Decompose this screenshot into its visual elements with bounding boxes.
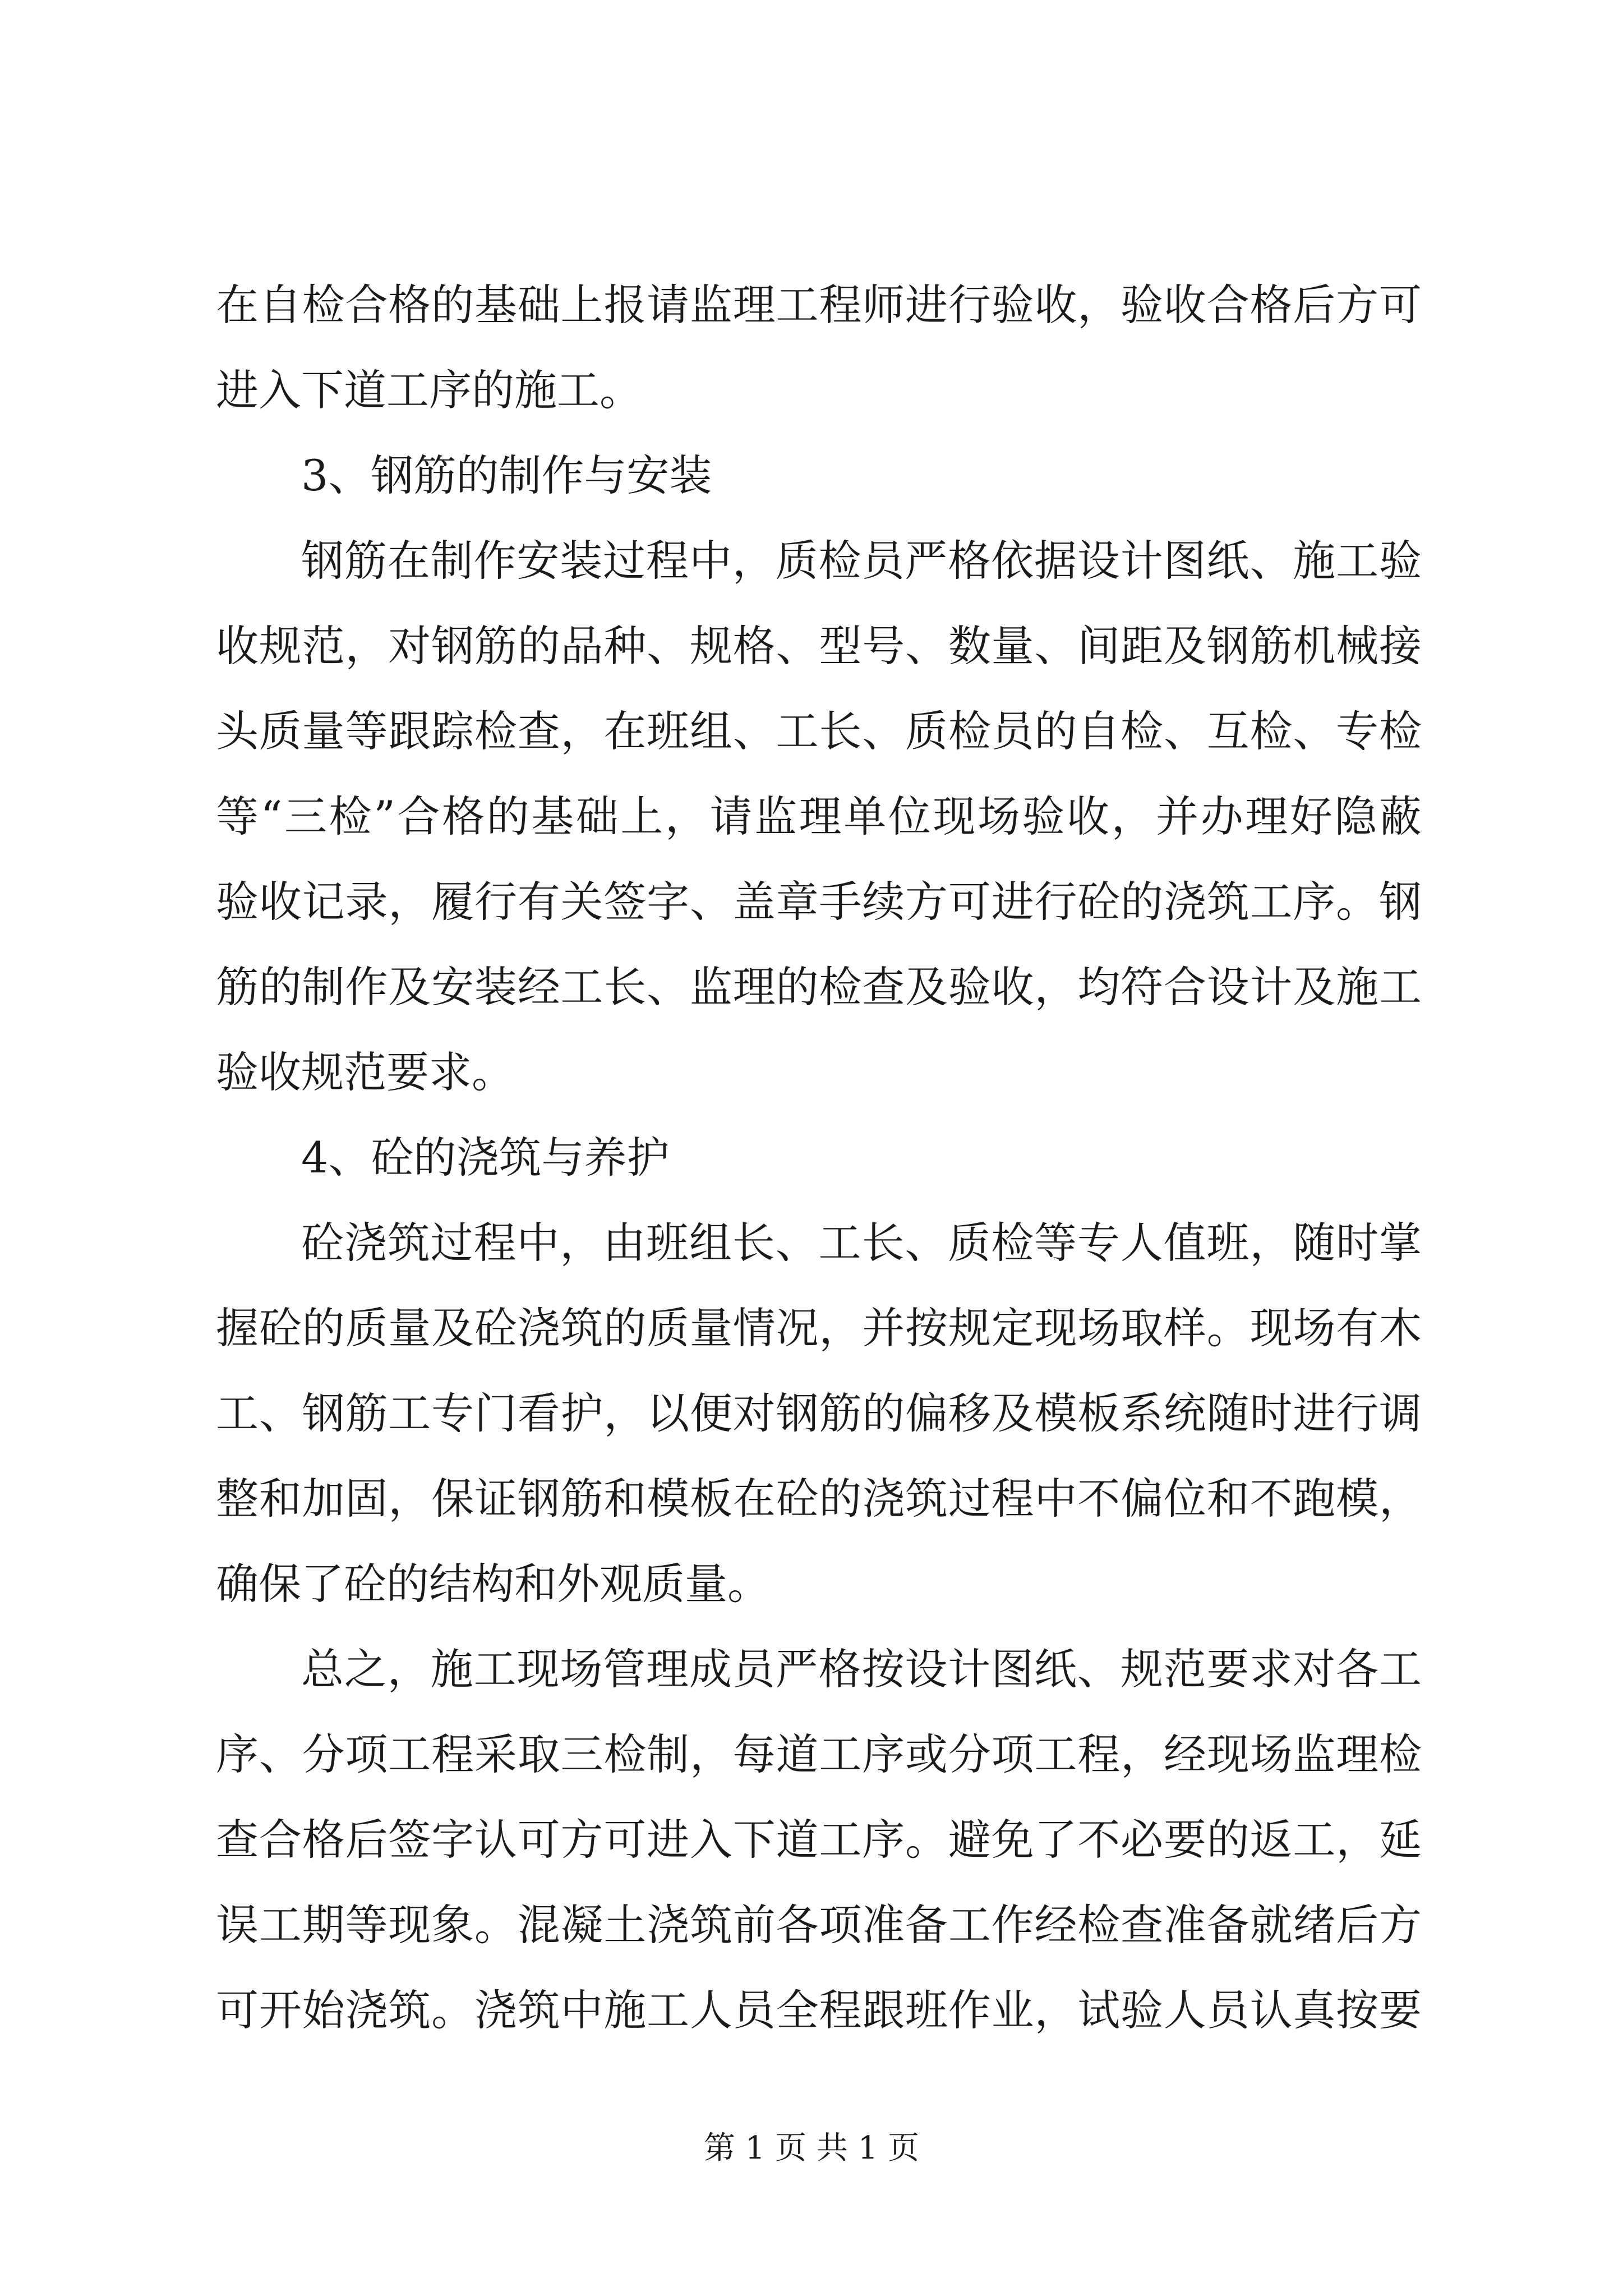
text-line: 收规范，对钢筋的品种、规格、型号、数量、间距及钢筋机械接 — [216, 621, 1422, 671]
text-line: 确保了砼的结构和外观质量。 — [216, 1559, 770, 1609]
text-line: 筋的制作及安装经工长、监理的检查及验收，均符合设计及施工 — [216, 962, 1422, 1012]
text-line: 查合格后签字认可方可进入下道工序。避免了不必要的返工，延 — [216, 1815, 1422, 1865]
document-body — [216, 263, 1422, 2053]
text-line: 整和加固，保证钢筋和模板在砼的浇筑过程中不偏位和不跑模， — [216, 1474, 1422, 1524]
text-line: 在自检合格的基础上报请监理工程师进行验收，验收合格后方可 — [216, 280, 1422, 330]
page-footer: 第 1 页 共 1 页 — [703, 2130, 920, 2166]
text-line: 等“三检”合格的基础上，请监理单位现场验收，并办理好隐蔽 — [216, 792, 1422, 841]
text-line: 序、分项工程采取三检制，每道工序或分项工程，经现场监理检 — [216, 1729, 1422, 1779]
text-line: 验收规范要求。 — [216, 1047, 514, 1097]
section-heading: 3、钢筋的制作与安装 — [301, 450, 712, 500]
text-line: 误工期等现象。混凝土浇筑前各项准备工作经检查准备就绪后方 — [216, 1900, 1422, 1950]
section-heading: 4、砼的浇筑与养护 — [301, 1133, 670, 1182]
text-line: 验收记录，履行有关签字、盖章手续方可进行砼的浇筑工序。钢 — [216, 877, 1422, 927]
text-line: 工、钢筋工专门看护，以便对钢筋的偏移及模板系统随时进行调 — [216, 1388, 1422, 1438]
text-line: 钢筋在制作安装过程中，质检员严格依据设计图纸、施工验 — [301, 536, 1422, 586]
text-line: 砼浇筑过程中，由班组长、工长、质检等专人值班，随时掌 — [301, 1218, 1422, 1268]
text-line: 进入下道工序的施工。 — [216, 365, 642, 415]
text-line: 总之，施工现场管理成员严格按设计图纸、规范要求对各工 — [301, 1644, 1422, 1694]
text-line: 握砼的质量及砼浇筑的质量情况，并按规定现场取样。现场有木 — [216, 1303, 1422, 1353]
text-line: 可开始浇筑。浇筑中施工人员全程跟班作业，试验人员认真按要 — [216, 1985, 1422, 2035]
text-line: 头质量等跟踪检查，在班组、工长、质检员的自检、互检、专检 — [216, 706, 1422, 756]
